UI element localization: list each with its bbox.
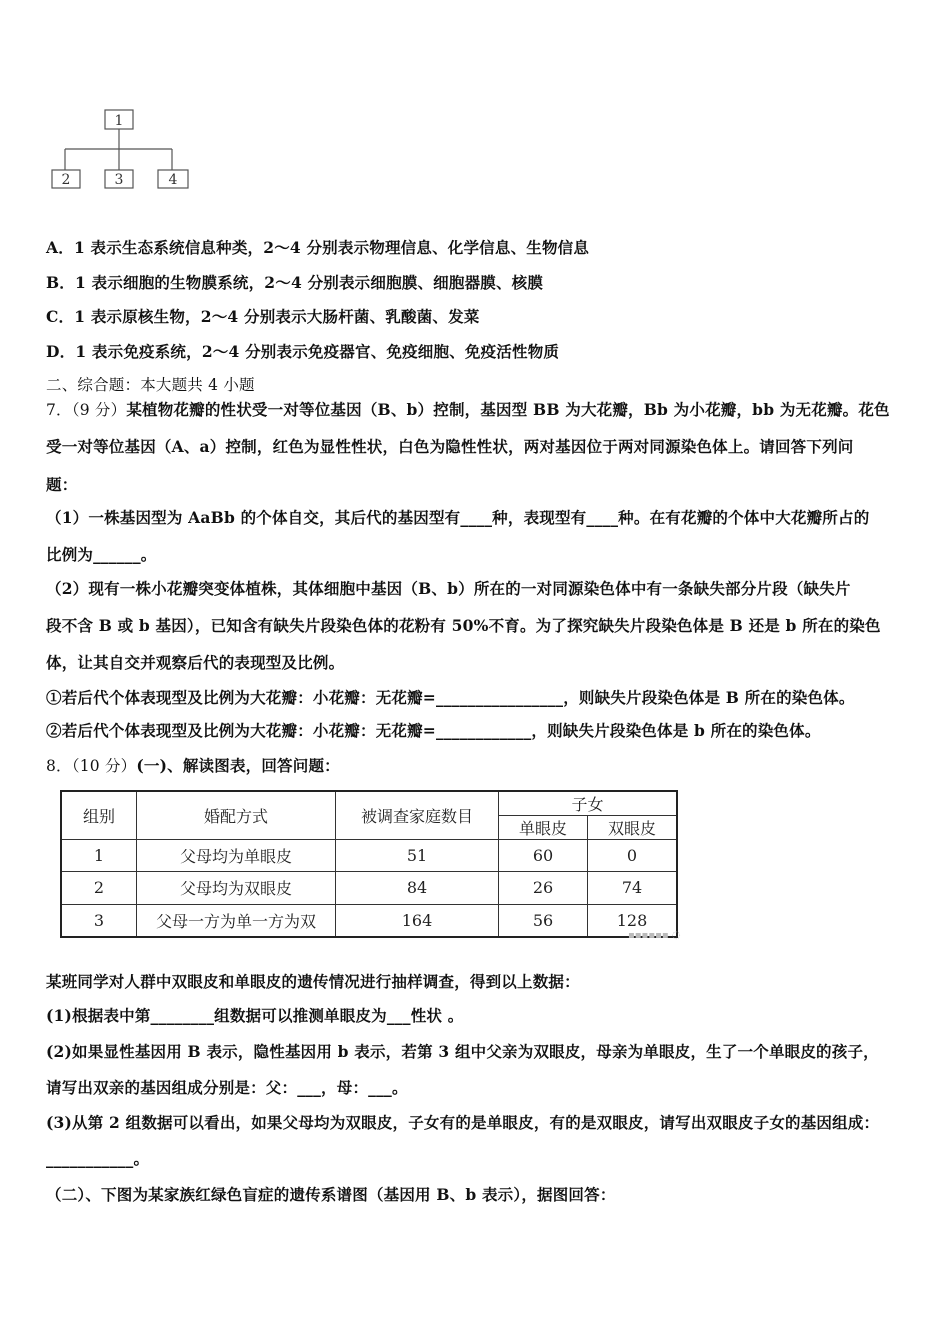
- option-c-text: 1 表示原核生物，2～4 分别表示大肠杆菌、乳酸菌、发菜: [74, 307, 480, 326]
- option-d-text: 1 表示免疫系统，2～4 分别表示免疫器官、免疫细胞、免疫活性物质: [75, 342, 560, 361]
- q8-line-3: (1)根据表中第________组数据可以推测单眼皮为___性状 。: [46, 1006, 464, 1025]
- header-marriage: 婚配方式: [137, 791, 336, 840]
- q7-line-4: （1）一株基因型为 AaBb 的个体自交，其后代的基因型有____种，表现型有____种。在有花瓣的个体中大花瓣所占的: [46, 508, 870, 527]
- diagram-label-3: 3: [114, 172, 124, 188]
- hierarchy-diagram: [50, 108, 200, 193]
- option-d: [46, 340, 559, 362]
- q7-line-7: 段不含 B 或 b 基因），已知含有缺失片段染色体的花粉有 50%不育。为了探究缺失片段染色体是 B 还是 b 所在的染色: [46, 616, 881, 635]
- q7-line-10: ②若后代个体表现型及比例为大花瓣：小花瓣：无花瓣=____________，则缺失片段染色体是 b 所在的染色体。: [46, 721, 821, 740]
- cell: 51: [336, 840, 499, 872]
- option-a-text: 1 表示生态系统信息种类，2～4 分别表示物理信息、化学信息、生物信息: [73, 238, 590, 257]
- cell: 60: [499, 840, 588, 872]
- table-row: [61, 840, 677, 872]
- cell: 26: [499, 872, 588, 904]
- q7-line-8: 体，让其自交并观察后代的表现型及比例。: [46, 653, 345, 672]
- subheader-double-eyelid: 双眼皮: [588, 816, 678, 840]
- q7-line-1: [46, 398, 890, 420]
- cell: 0: [588, 840, 678, 872]
- diagram-label-4: 4: [168, 172, 178, 188]
- subheader-single-eyelid: 单眼皮: [499, 816, 588, 840]
- q7-line-2: 受一对等位基因（A、a）控制，红色为显性性状，白色为隐性性状，两对基因位于两对同源染色体上。请回答下列问: [46, 437, 854, 456]
- table-row: [61, 904, 677, 937]
- q8-line-6: (3)从第 2 组数据可以看出，如果父母均为双眼皮，子女有的是单眼皮，有的是双眼皮，请写出双眼皮子女的基因组成：: [46, 1113, 880, 1132]
- cell: 父母一方为单一方为双: [137, 904, 336, 937]
- section-2-title: 二、综合题：本大题共 4 小题: [46, 376, 255, 394]
- survey-table-image: [60, 790, 680, 940]
- watermark-smudge: ▪▪▪▪▪▪ ◌: [628, 930, 681, 941]
- cell: 2: [61, 872, 137, 904]
- option-c: [46, 305, 480, 327]
- header-children: 子女: [499, 791, 678, 816]
- option-b: [46, 271, 543, 293]
- q7-line-6: （2）现有一株小花瓣突变体植株，其体细胞中基因（B、b）所在的一对同源染色体中有一条缺失部分片段（缺失片: [46, 579, 851, 598]
- cell: 1: [61, 840, 137, 872]
- q7-line-3: 题：: [46, 475, 78, 494]
- option-a: [46, 236, 589, 258]
- q8-line-5: 请写出双亲的基因组成分别是：父：___，母：___。: [46, 1078, 408, 1097]
- q7-line-9: ①若后代个体表现型及比例为大花瓣：小花瓣：无花瓣=________________，则缺失片段染色体是 B 所在的染色体。: [46, 688, 855, 707]
- q7-number: 7．: [46, 401, 72, 419]
- q7-line-5: 比例为______。: [46, 545, 157, 564]
- cell: 164: [336, 904, 499, 937]
- q7-text-1: 某植物花瓣的性状受一对等位基因（B、b）控制，基因型 BB 为大花瓣，Bb 为小花瓣，bb 为无花瓣。花色: [126, 400, 890, 419]
- option-b-label: B．: [46, 273, 76, 292]
- q8-number: 8．: [46, 757, 72, 775]
- cell: 3: [61, 904, 137, 937]
- q8-line-7: ___________。: [46, 1149, 150, 1168]
- option-a-label: A．: [46, 238, 74, 257]
- cell: 128: [588, 904, 678, 937]
- cell: 84: [336, 872, 499, 904]
- table-row: [61, 872, 677, 904]
- q8-line-4: (2)如果显性基因用 B 表示，隐性基因用 b 表示，若第 3 组中父亲为双眼皮，母亲为单眼皮，生了一个单眼皮的孩子，: [46, 1042, 879, 1061]
- option-c-label: C．: [46, 307, 75, 326]
- survey-table: [60, 790, 678, 938]
- q8-score: （10 分）: [71, 757, 137, 775]
- q7-score: （9 分）: [71, 401, 127, 419]
- header-group: 组别: [61, 791, 137, 840]
- cell: 56: [499, 904, 588, 937]
- diagram-label-2: 2: [61, 172, 71, 188]
- q8-line-1: [46, 754, 340, 776]
- header-families: 被调查家庭数目: [336, 791, 499, 840]
- q8-line-8: （二）、下图为某家族红绿色盲症的遗传系谱图（基因用 B、b 表示），据图回答：: [46, 1185, 616, 1204]
- cell: 父母均为单眼皮: [137, 840, 336, 872]
- q8-heading: (一)、解读图表，回答问题：: [136, 756, 340, 775]
- diagram-label-1: 1: [114, 113, 124, 129]
- cell: 74: [588, 872, 678, 904]
- option-b-text: 1 表示细胞的生物膜系统，2～4 分别表示细胞膜、细胞器膜、核膜: [75, 273, 544, 292]
- cell: 父母均为双眼皮: [137, 872, 336, 904]
- q8-line-2: 某班同学对人群中双眼皮和单眼皮的遗传情况进行抽样调查，得到以上数据：: [46, 972, 580, 991]
- option-d-label: D．: [46, 342, 76, 361]
